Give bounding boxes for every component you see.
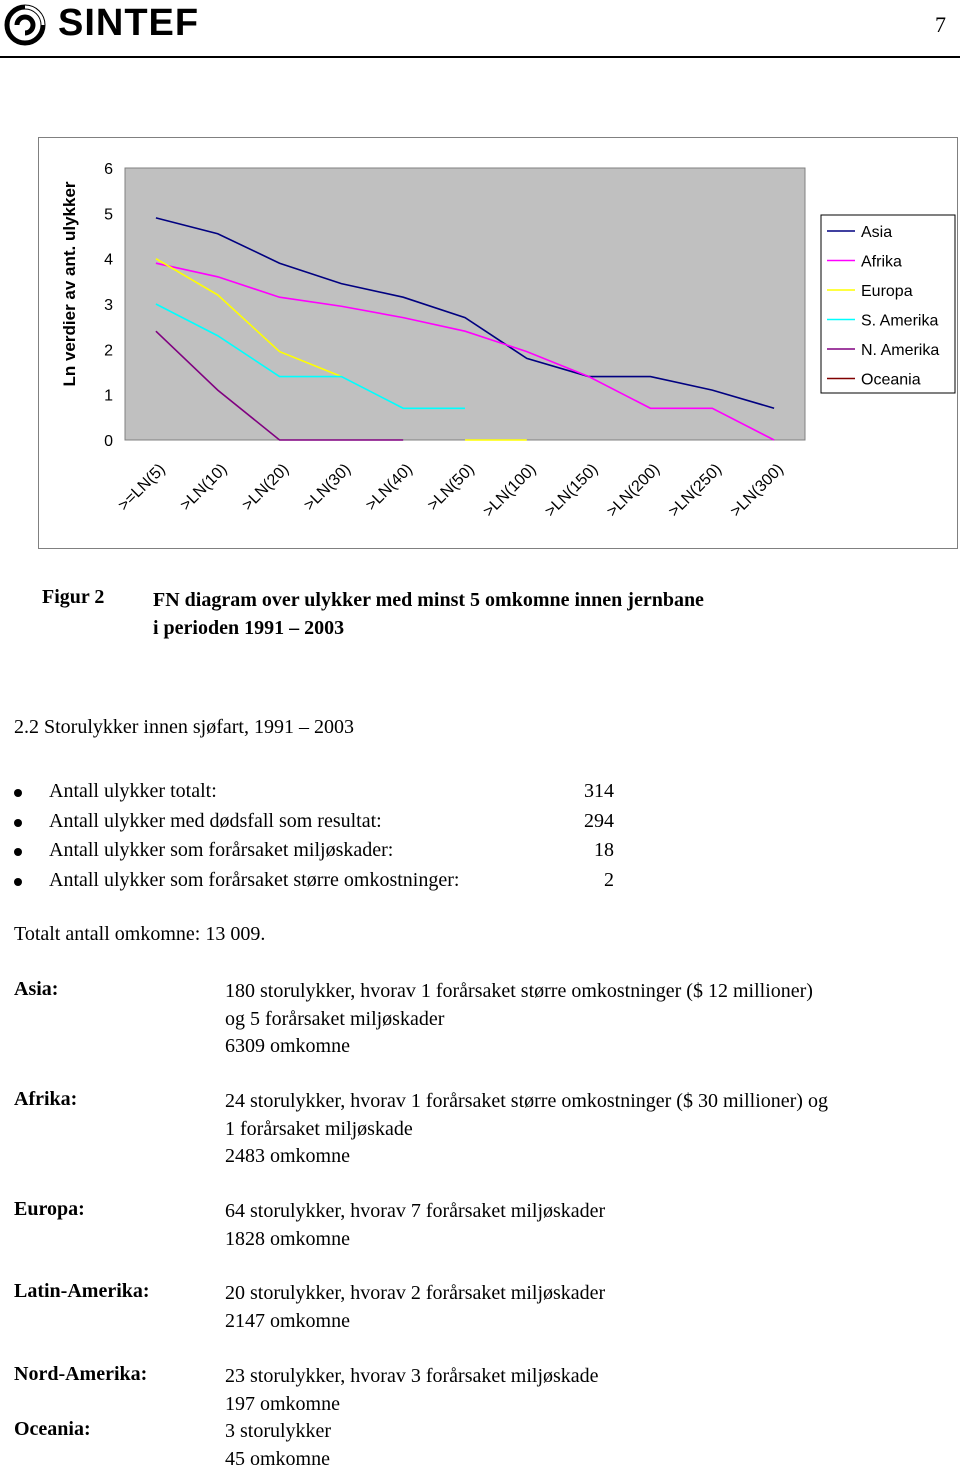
- region-line: 180 storulykker, hvorav 1 forårsaket større omkostninger ($ 12 millioner): [225, 978, 955, 1006]
- legend-label: N. Amerika: [861, 342, 939, 359]
- region-line: og 5 forårsaket miljøskader: [225, 1006, 955, 1034]
- list-item: [14, 869, 634, 899]
- y-tick-label: 6: [104, 161, 113, 178]
- bullet-icon: [14, 848, 22, 856]
- total-fatalities: Totalt antall omkomne: 13 009.: [14, 923, 265, 946]
- stat-label: Antall ulykker totalt:: [49, 780, 217, 803]
- x-tick-label: >LN(250): [666, 461, 726, 521]
- region-line: 20 storulykker, hvorav 2 forårsaket miljøskader: [225, 1280, 955, 1308]
- region-line: 23 storulykker, hvorav 3 forårsaket miljøskade: [225, 1363, 955, 1391]
- x-tick-label: >LN(100): [480, 461, 540, 521]
- region-line: 2483 omkomne: [225, 1143, 955, 1171]
- region-description: [225, 1363, 955, 1418]
- region-line: 2147 omkomne: [225, 1308, 955, 1336]
- statistics-list: [14, 780, 634, 898]
- y-tick-label: 2: [104, 342, 113, 359]
- legend-label: Oceania: [861, 372, 921, 389]
- y-tick-label: 4: [104, 252, 113, 269]
- region-label: Asia:: [14, 978, 58, 1001]
- sintef-logo-icon: [4, 4, 46, 46]
- region-line: 3 storulykker: [225, 1418, 955, 1446]
- x-tick-label: >LN(40): [363, 461, 416, 514]
- caption-line-2: i perioden 1991 – 2003: [153, 614, 853, 642]
- y-axis-title: Ln verdier av ant. ulykker: [60, 181, 79, 386]
- stat-label: Antall ulykker som forårsaket miljøskader:: [49, 839, 393, 862]
- region-label: Latin-Amerika:: [14, 1280, 150, 1303]
- stat-value: 18: [594, 839, 614, 862]
- x-tick-label: >LN(30): [301, 461, 354, 514]
- caption-line-1: FN diagram over ulykker med minst 5 omkomne innen jernbane: [153, 586, 853, 614]
- region-line: 1828 omkomne: [225, 1226, 955, 1254]
- y-tick-label: 0: [104, 433, 113, 450]
- region-line: 64 storulykker, hvorav 7 forårsaket miljøskader: [225, 1198, 955, 1226]
- fn-diagram-chart: [38, 137, 958, 549]
- region-label: Europa:: [14, 1198, 85, 1221]
- legend-label: Europa: [861, 283, 913, 300]
- region-label: Oceania:: [14, 1418, 91, 1441]
- list-item: [14, 810, 634, 840]
- bullet-icon: [14, 789, 22, 797]
- legend-label: Asia: [861, 224, 892, 241]
- region-line: 45 omkomne: [225, 1446, 955, 1473]
- section-heading: 2.2 Storulykker innen sjøfart, 1991 – 2003: [14, 716, 354, 739]
- x-tick-label: >LN(200): [604, 461, 664, 521]
- x-tick-label: >LN(10): [177, 461, 230, 514]
- region-description: [225, 978, 955, 1061]
- list-item: [14, 780, 634, 810]
- region-line: 6309 omkomne: [225, 1033, 955, 1061]
- x-tick-label: >=LN(5): [115, 461, 169, 515]
- page-number: 7: [935, 12, 946, 38]
- bullet-icon: [14, 878, 22, 886]
- region-line: 24 storulykker, hvorav 1 forårsaket større omkostninger ($ 30 millioner) og: [225, 1088, 955, 1116]
- legend-label: S. Amerika: [861, 313, 938, 330]
- x-tick-label: >LN(50): [425, 461, 478, 514]
- region-description: [225, 1198, 955, 1253]
- chart-canvas: [39, 138, 957, 548]
- page-header: [0, 0, 960, 60]
- region-line: 197 omkomne: [225, 1391, 955, 1419]
- legend-label: Afrika: [861, 254, 902, 271]
- region-label: Nord-Amerika:: [14, 1363, 147, 1386]
- figure-label: Figur 2: [42, 586, 104, 609]
- header-divider: [0, 56, 960, 58]
- stat-value: 2: [604, 869, 614, 892]
- figure-caption: [153, 586, 853, 642]
- y-tick-label: 5: [104, 206, 113, 223]
- legend-box: [821, 215, 955, 393]
- region-label: Afrika:: [14, 1088, 77, 1111]
- region-line: 1 forårsaket miljøskade: [225, 1116, 955, 1144]
- stat-label: Antall ulykker med dødsfall som resultat:: [49, 810, 382, 833]
- stat-label: Antall ulykker som forårsaket større omkostninger:: [49, 869, 459, 892]
- stat-value: 314: [584, 780, 614, 803]
- bullet-icon: [14, 819, 22, 827]
- x-tick-label: >LN(300): [727, 461, 787, 521]
- y-tick-label: 1: [104, 388, 113, 405]
- region-description: [225, 1418, 955, 1473]
- list-item: [14, 839, 634, 869]
- region-description: [225, 1088, 955, 1171]
- x-tick-label: >LN(150): [542, 461, 602, 521]
- stat-value: 294: [584, 810, 614, 833]
- region-description: [225, 1280, 955, 1335]
- x-tick-label: >LN(20): [239, 461, 292, 514]
- brand-name: SINTEF: [58, 2, 199, 45]
- y-tick-label: 3: [104, 297, 113, 314]
